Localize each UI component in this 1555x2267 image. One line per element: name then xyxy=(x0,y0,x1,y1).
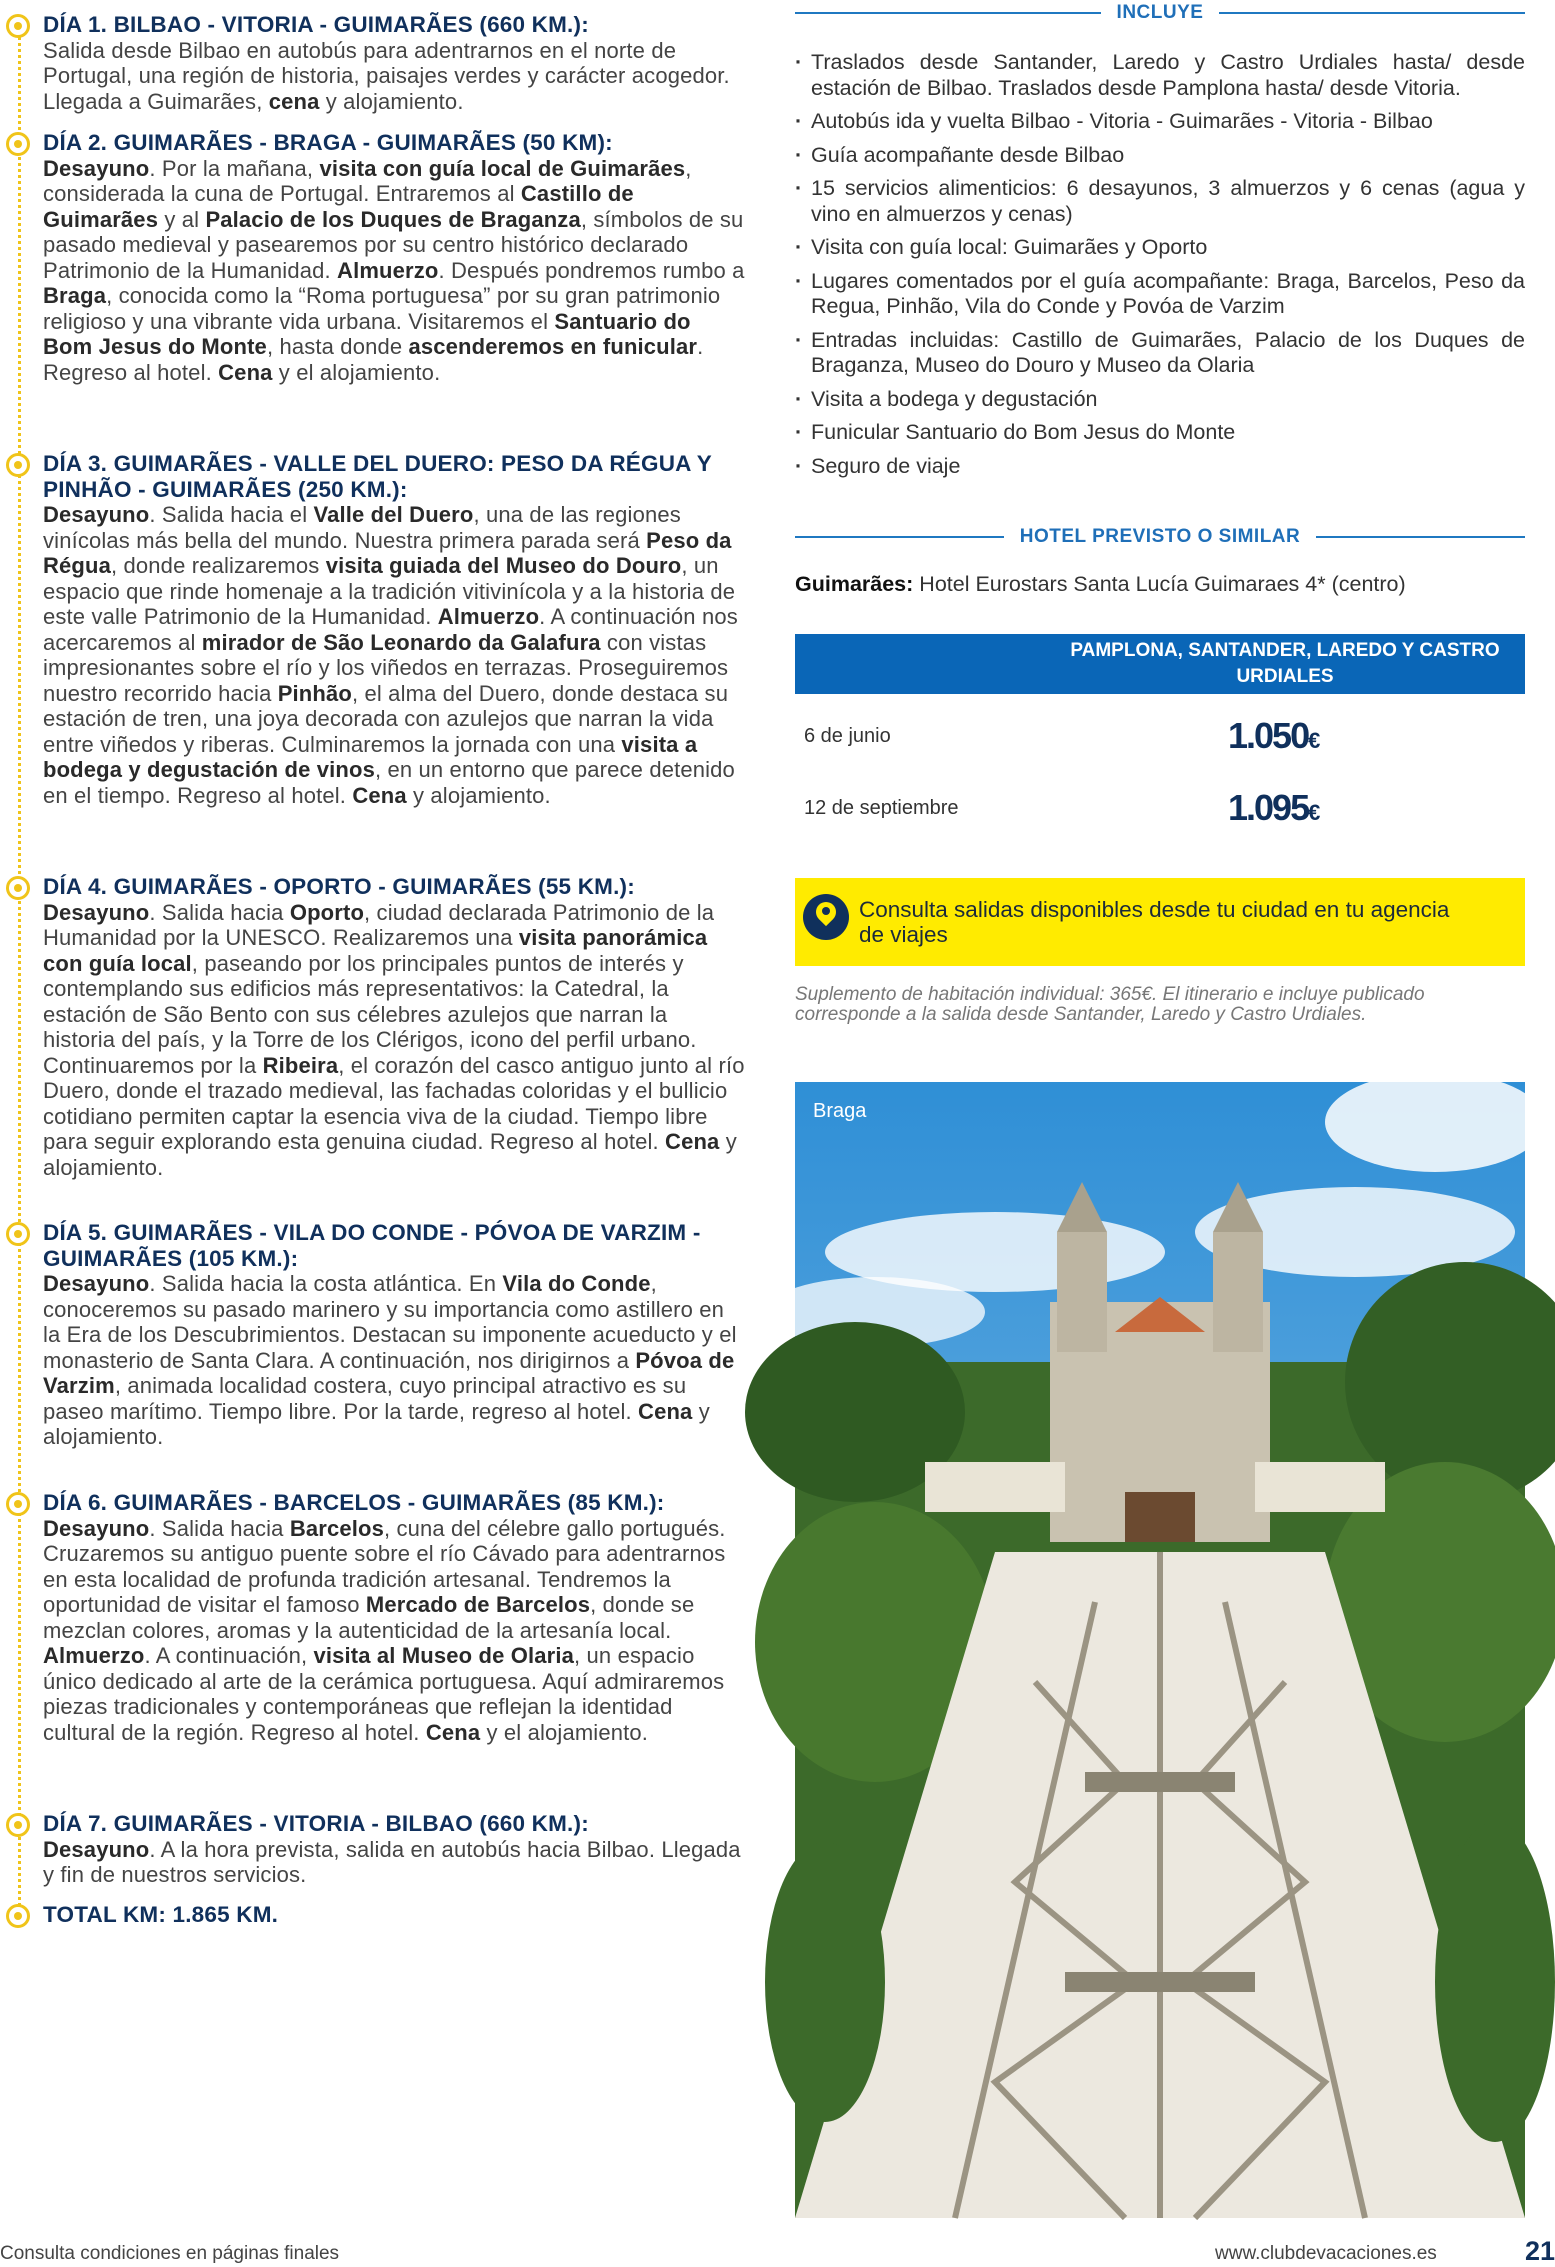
page-number: 21 xyxy=(1525,2236,1555,2266)
highlight-text: visita con guía local de Guimarães xyxy=(319,155,686,181)
highlight-text: mirador de São Leonardo da Galafura xyxy=(201,629,601,655)
price-table-header xyxy=(795,634,1525,694)
text: , animada localidad costera, cuyo principal atractivo es su paseo marítimo. Tiempo libre. Por la tarde, regreso al hotel. xyxy=(43,1373,687,1424)
highlight-text: Almuerzo xyxy=(437,604,540,629)
text: y el alojamiento. xyxy=(272,359,441,385)
text: , donde se mezclan colores, aromas y la autenticidad de la artesanía local. xyxy=(43,1592,695,1643)
location-marker-icon xyxy=(6,1813,30,1837)
include-item: · Funicular Santuario do Bom Jesus do Monte xyxy=(795,420,1525,446)
text: . Salida hacia la costa atlántica. En xyxy=(149,1271,503,1296)
include-item: · Seguro de viaje xyxy=(795,454,1525,480)
hotel-line xyxy=(795,572,1525,597)
text: . A la hora prevista, salida en autobús hacia Bilbao. Llegada y fin de nuestros servicios. xyxy=(43,1836,741,1887)
bom-jesus-sanctuary-image xyxy=(795,1082,1525,2218)
day-title: DÍA 7. GUIMARÃES - VITORIA - BILBAO (660 KM.): xyxy=(43,1811,589,1836)
text: y alojamiento. xyxy=(43,1129,737,1180)
text: . Después pondremos rumbo a xyxy=(438,257,745,283)
include-item: · Traslados desde Santander, Laredo y Castro Urdiales hasta/ desde estación de Bilbao. Traslados desde Pamplona hasta/ desde Vitoria. xyxy=(795,50,1525,101)
includes-title: INCLUYE xyxy=(1116,2,1204,23)
highlight-text: Barcelos xyxy=(289,1515,384,1541)
day-description xyxy=(43,1516,745,1746)
highlight-text: Cena xyxy=(425,1719,481,1745)
text: , considerada la cuna de Portugal. Entraremos al xyxy=(43,155,692,206)
location-marker-icon xyxy=(6,1222,30,1246)
notice-text: Consulta salidas disponibles desde tu ciudad en tu agencia de viajes xyxy=(859,897,1450,947)
day-block xyxy=(0,12,745,114)
departures-notice xyxy=(795,878,1525,966)
highlight-text: Peso da Régua xyxy=(43,527,732,578)
text: . Por la mañana, xyxy=(149,155,320,181)
highlight-text: Ribeira xyxy=(262,1052,339,1078)
text: . A continuación, xyxy=(144,1643,314,1668)
day-block xyxy=(0,451,745,808)
includes-list xyxy=(795,50,1525,479)
text: . Salida hacia xyxy=(149,899,290,925)
text: , una de las regiones vinícolas más bella del mundo. Nuestra primera parada será xyxy=(43,502,681,553)
highlight-text: Valle del Duero xyxy=(313,502,474,527)
supplement-note: Suplemento de habitación individual: 365€. El itinerario e incluye publicado corresponde a la salida desde Santander, Laredo y Castro Urdiales. xyxy=(795,984,1425,1025)
text: , conocida como la “Roma portuguesa” por su gran patrimonio religioso y una vibrante vida urbana. Visitaremos el xyxy=(43,283,721,334)
divider xyxy=(795,12,1101,14)
highlight-text: Desayuno xyxy=(43,155,150,181)
hotel-section xyxy=(795,526,1525,597)
includes-heading xyxy=(795,2,1525,24)
price-row xyxy=(795,715,1525,765)
braga-photo xyxy=(795,1082,1525,2218)
highlight-text: visita guiada del Museo do Douro xyxy=(325,553,682,578)
price: 1.050€ xyxy=(1228,715,1321,756)
day-block xyxy=(0,1220,745,1450)
departure-cities: PAMPLONA, SANTANDER, LAREDO Y CASTRO URDIALES xyxy=(1070,640,1500,687)
highlight-text: Cena xyxy=(638,1398,693,1424)
highlight-text: Desayuno xyxy=(43,1271,150,1296)
include-item: · Entradas incluidas: Castillo de Guimarães, Palacio de los Duques de Braganza, Museo do Douro y Museo da Olaria xyxy=(795,328,1525,379)
location-marker-icon xyxy=(6,1492,30,1516)
departure-date: 6 de junio xyxy=(804,725,891,747)
location-marker-icon xyxy=(6,132,30,156)
highlight-text: Almuerzo xyxy=(337,257,439,283)
day-block xyxy=(0,1490,745,1745)
highlight-text: Mercado de Barcelos xyxy=(365,1592,591,1617)
highlight-text: Palacio de los Duques de Braganza xyxy=(205,206,581,232)
includes-section xyxy=(795,2,1525,487)
highlight-text: cena xyxy=(268,88,320,114)
include-item: · 15 servicios alimenticios: 6 desayunos, 3 almuerzos y 6 cenas (agua y vino en almuerzos y cenas) xyxy=(795,176,1525,227)
highlight-text: Desayuno xyxy=(43,1836,150,1862)
day-description xyxy=(43,502,745,808)
text: , conoceremos su pasado marinero y su importancia como astillero en la Era de los Descubrimientos. Destacan su imponente acueducto y el monasterio de Santa Clara. A continuación, nos dirigirnos a xyxy=(43,1271,737,1373)
divider xyxy=(1219,12,1525,14)
highlight-text: Pinhão xyxy=(277,680,352,706)
footer-conditions: Consulta condiciones en páginas finales xyxy=(0,2243,340,2264)
price: 1.095€ xyxy=(1228,787,1321,828)
day-block xyxy=(0,1902,745,1928)
divider xyxy=(795,536,1004,538)
text: . Salida hacia el xyxy=(149,502,314,527)
day-title: DÍA 3. GUIMARÃES - VALLE DEL DUERO: PESO DA RÉGUA Y PINHÃO - GUIMARÃES (250 KM.): xyxy=(43,451,712,502)
highlight-text: Cena xyxy=(665,1129,720,1154)
hotel-name: Hotel Eurostars Santa Lucía Guimaraes 4* (centro) xyxy=(913,572,1406,596)
highlight-text: visita panorámica con guía local xyxy=(43,925,708,976)
highlight-text: Almuerzo xyxy=(43,1643,145,1668)
text: y alojamiento. xyxy=(319,88,464,114)
text: , el alma del Duero, donde destaca su estación de tren, una joya decorada con azulejos que narran la vida entre viñedos y riberas. Culminaremos la jornada con una xyxy=(43,680,729,757)
day-description xyxy=(43,1271,745,1450)
location-marker-icon xyxy=(6,14,30,38)
highlight-text: Santuario do Bom Jesus do Monte xyxy=(43,308,691,359)
day-title: DÍA 5. GUIMARÃES - VILA DO CONDE - PÓVOA DE VARZIM - GUIMARÃES (105 KM.): xyxy=(43,1220,701,1271)
day-title: DÍA 2. GUIMARÃES - BRAGA - GUIMARÃES (50 KM): xyxy=(43,130,613,155)
text: , símbolos de su pasado medieval y pasearemos por su centro histórico declarado Patrimonio de la Humanidad. xyxy=(43,206,744,283)
day-block xyxy=(0,874,745,1180)
day-title: DÍA 1. BILBAO - VITORIA - GUIMARÃES (660 KM.): xyxy=(43,12,589,37)
highlight-text: ascenderemos en funicular xyxy=(408,334,698,359)
highlight-text: Póvoa de Varzim xyxy=(43,1347,735,1398)
day-description xyxy=(43,38,745,115)
include-item: · Visita con guía local: Guimarães y Oporto xyxy=(795,235,1525,261)
highlight-text: Vila do Conde xyxy=(502,1271,651,1296)
text: . Regreso al hotel. xyxy=(43,334,704,385)
departure-date: 12 de septiembre xyxy=(804,797,959,819)
location-pin-icon xyxy=(803,894,849,940)
highlight-text: Oporto xyxy=(289,899,365,925)
include-item: · Lugares comentados por el guía acompañante: Braga, Barcelos, Peso da Regua, Pinhão, Vila do Conde y Povóa de Varzim xyxy=(795,269,1525,320)
day-block xyxy=(0,130,745,385)
text: . A continuación nos acercaremos al xyxy=(43,604,738,655)
divider xyxy=(1316,536,1525,538)
text: Salida desde Bilbao en autobús para adentrarnos en el norte de Portugal, una región de historia, paisajes verdes y carácter acogedor. Llegada a Guimarães, xyxy=(43,37,730,114)
highlight-text: Desayuno xyxy=(43,502,150,527)
highlight-text: Castillo de Guimarães xyxy=(43,181,634,232)
text: , el corazón del casco antiguo junto al río Duero, donde el trazado medieval, las fachadas coloridas y el bullicio cotidiano permiten captar la esencia viva de la ciudad. Tiempo libre para seguir explorando esta genuina ciudad. Regreso al hotel. xyxy=(43,1052,745,1154)
day-title: DÍA 4. GUIMARÃES - OPORTO - GUIMARÃES (55 KM.): xyxy=(43,874,635,899)
text: , cuna del célebre gallo portugués. Cruzaremos su antiguo puente sobre el río Cávado para adentrarnos en esta localidad de profunda tradición artesanal. Tendremos la oportunidad de visitar el famoso xyxy=(43,1515,726,1617)
day-title: DÍA 6. GUIMARÃES - BARCELOS - GUIMARÃES (85 KM.): xyxy=(43,1490,665,1515)
location-marker-icon xyxy=(6,453,30,477)
hotel-city: Guimarães: xyxy=(795,572,914,596)
text: , hasta donde xyxy=(266,334,409,359)
footer-website-link[interactable]: www.clubdevacaciones.es xyxy=(1215,2243,1437,2264)
highlight-text: visita al Museo de Olaria xyxy=(313,1643,575,1668)
text: y alojamiento. xyxy=(43,1398,710,1449)
text: , ciudad declarada Patrimonio de la Humanidad por la UNESCO. Realizaremos una xyxy=(43,899,715,950)
text: , en un entorno que parece detenido en el tiempo. Regreso al hotel. xyxy=(43,757,735,808)
day-description xyxy=(43,156,745,386)
text: con vistas impresionantes sobre el río y los viñedos en terrazas. Proseguiremos nuestro recorrido hacia xyxy=(43,629,729,706)
hotel-title: HOTEL PREVISTO O SIMILAR xyxy=(1019,526,1301,547)
hotel-heading xyxy=(795,526,1525,548)
include-item: · Guía acompañante desde Bilbao xyxy=(795,143,1525,169)
day-description xyxy=(43,1837,745,1888)
text: , donde realizaremos xyxy=(111,553,326,578)
day-description xyxy=(43,900,745,1181)
photo-caption: Braga xyxy=(813,1100,867,1122)
day-title: TOTAL KM: 1.865 KM. xyxy=(43,1902,279,1927)
text: , un espacio único dedicado al arte de la cerámica portuguesa. Aquí admiraremos piezas tradicionales y contemporáneas que reflejan la identidad cultural de la región. Regreso al hotel. xyxy=(43,1643,725,1745)
location-marker-icon xyxy=(6,1904,30,1928)
text: . Salida hacia xyxy=(149,1515,290,1541)
text: , un espacio que rinde homenaje a la tradición vitivinícola y a la historia de este valle Patrimonio de la Humanidad. xyxy=(43,553,736,629)
highlight-text: Desayuno xyxy=(43,1515,150,1541)
highlight-text: Cena xyxy=(218,359,273,385)
text: y el alojamiento. xyxy=(480,1719,649,1745)
location-marker-icon xyxy=(6,876,30,900)
price-row xyxy=(795,787,1525,837)
include-item: · Visita a bodega y degustación xyxy=(795,387,1525,413)
highlight-text: Cena xyxy=(352,782,407,808)
include-item: · Autobús ida y vuelta Bilbao - Vitoria - Guimarães - Vitoria - Bilbao xyxy=(795,109,1525,135)
text: y alojamiento. xyxy=(406,782,551,808)
highlight-text: visita a bodega y degustación de vinos xyxy=(43,731,698,782)
day-block xyxy=(0,1811,745,1888)
highlight-text: Desayuno xyxy=(43,899,150,925)
highlight-text: Braga xyxy=(43,283,107,308)
text: , paseando por los principales puntos de interés y contemplando sus edificios más representativos: la Catedral, la estación de São Bento con sus célebres azulejos que narran la historia del país, y la Torre de los Clérigos, icono del perfil urbano. Continuaremos por la xyxy=(43,950,697,1078)
text: y al xyxy=(158,206,206,232)
